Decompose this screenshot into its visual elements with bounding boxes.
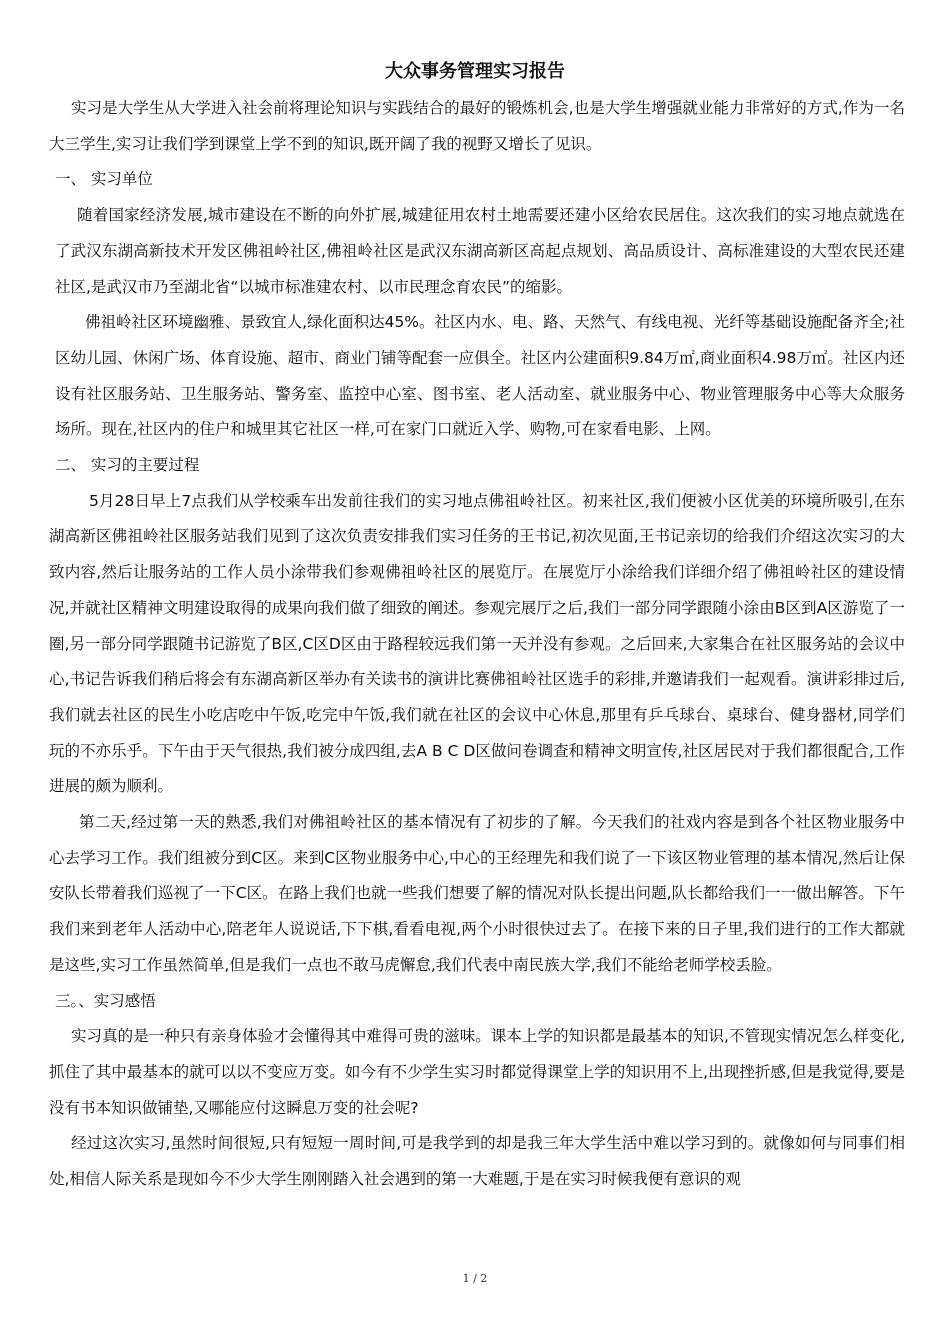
section-2-heading: 二、 实习的主要过程 — [55, 456, 200, 475]
section-2-paragraph-1: 5月28日早上7点我们从学校乘车出发前往我们的实习地点佛祖岭社区。初来社区,我们便被小区优美的环境所吸引,在东湖高新区佛祖岭社区服务站我们见到了这次负责安排我们实习任务的王书记,初次见面,王书记亲切的给我们介绍这次实习的大致内容,然后让服务站的工作人员小涂带我们参观佛祖岭社区的展览厅。在展览厅小涂给我们详细介绍了佛祖岭社区的建设情况,并就社区精神文明建设取得的成果向我们做了细致的阐述。参观完展厅之后,我们一部分同学跟随小涂由B区到A区游览了一圈,另一部分同学跟随书记游览了B区,C区D区由于路程较远我们第一天并没有参观。之后回来,大家集合在社区服务站的会议中心,书记告诉我们稍后将会有东湖高新区举办有关读书的演讲比赛佛祖岭社区选手的彩排,并邀请我们一起观看。演讲彩排过后,我们就去社区的民生小吃店吃中午饭,吃完中午饭,我们就在社区的会议中心休息,那里有乒乓球台、桌球台、健身器材,同学们玩的不亦乐乎。下午由于天气很热,我们被分成四组,去A B C D区做问卷调查和精神文明宣传,社区居民对于我们都很配合,工作进展的颇为顺利。 — [49, 491, 905, 796]
intro-paragraph: 实习是大学生从大学进入社会前将理论知识与实践结合的最好的锻炼机会,也是大学生增强就业能力非常好的方式,作为一名大三学生,实习让我们学到课堂上学不到的知识,既开阔了我的视野又增长了见识。 — [49, 99, 905, 153]
section-2-paragraph-2: 第二天,经过第一天的熟悉,我们对佛祖岭社区的基本情况有了初步的了解。今天我们的社戏内容是到各个社区物业服务中心去学习工作。我们组被分到C区。来到C区物业服务中心,中心的王经理先和我们说了一下该区物业管理的基本情况,然后让保安队长带着我们巡视了一下C区。在路上我们也就一些我们想要了解的情况对队长提出问题,队长都给我们一一做出解答。下午我们来到老年人活动中心,陪老年人说说话,下下棋,看看电视,两个小时很快过去了。在接下来的日子里,我们进行的工作大都就是这些,实习工作虽然简单,但是我们一点也不敢马虎懈怠,我们代表中南民族大学,我们不能给老师学校丢脸。 — [49, 813, 905, 974]
page-title: 大众事务管理实习报告 — [385, 61, 565, 82]
section-1-paragraph-2: 佛祖岭社区环境幽雅、景致宜人,绿化面积达45%。社区内水、电、路、天然气、有线电视、光纤等基础设施配备齐全;社区幼儿园、休闲广场、体育设施、超市、商业门铺等配套一应俱全。社区内公建面积9.84万㎡,商业面积4.98万㎡。社区内还设有社区服务站、卫生服务站、警务室、监控中心室、图书室、老人活动室、就业服务中心、物业管理服务中心等大众服务场所。现在,社区内的住户和城里其它社区一样,可在家门口就近入学、购物,可在家看电影、上网。 — [55, 313, 905, 439]
document-body — [49, 91, 905, 1198]
section-3-paragraph-2: 经过这次实习,虽然时间很短,只有短短一周时间,可是我学到的却是我三年大学生活中难以学习到的。就像如何与同事们相处,相信人际关系是现如今不少大学生刚刚踏入社会遇到的第一大难题,于是在实习时候我便有意识的观 — [49, 1134, 905, 1189]
section-1-heading: 一、 实习单位 — [55, 170, 153, 189]
section-1-paragraph-1: 随着国家经济发展,城市建设在不断的向外扩展,城建征用农村土地需要还建小区给农民居住。这次我们的实习地点就选在了武汉东湖高新技术开发区佛祖岭社区,佛祖岭社区是武汉东湖高新区高起点规划、高品质设计、高标准建设的大型农民还建社区,是武汉市乃至湖北省“以城市标准建农村、以市民理念育农民”的缩影。 — [55, 206, 905, 296]
page-number: 1 / 2 — [462, 1272, 488, 1285]
section-3-heading: 三。、实习感悟 — [55, 991, 156, 1010]
section-3-paragraph-1: 实习真的是一种只有亲身体验才会懂得其中难得可贵的滋味。课本上学的知识都是最基本的知识,不管现实情况怎么样变化,抓住了其中最基本的就可以以不变应万变。如今有不少学生实习时都觉得课堂上学的知识用不上,出现挫折感,但是我觉得,要是没有书本知识做铺垫,又哪能应付这瞬息万变的社会呢? — [49, 1027, 905, 1117]
